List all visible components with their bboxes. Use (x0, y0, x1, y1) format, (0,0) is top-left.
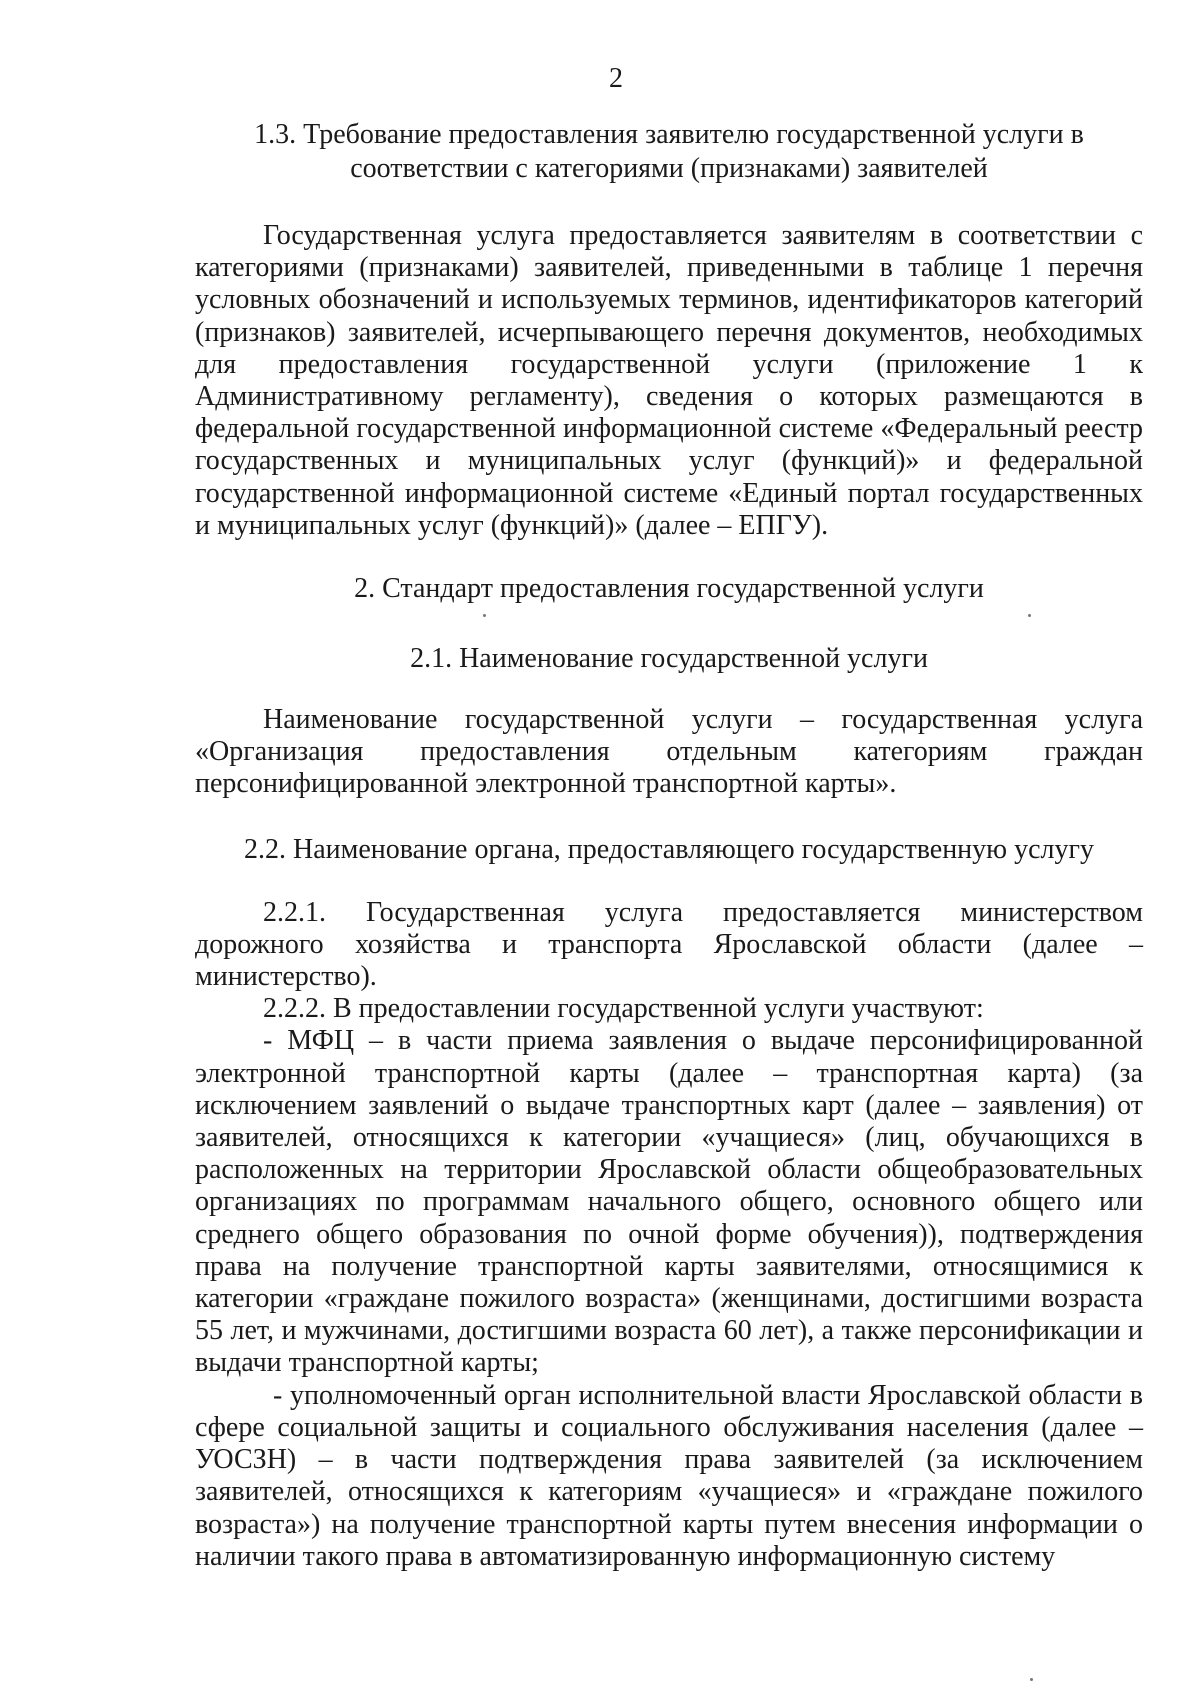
section-2-2-heading: 2.2. Наименование органа, предоставляющего государственную услугу (244, 833, 1094, 865)
paragraph-2-2-1: 2.2.1. Государственная услуга предоставляется министерством дорожного хозяйства и транспорта Ярославской области (далее – министерство). (195, 896, 1143, 993)
scan-speck (483, 614, 486, 617)
section-2-1-heading: 2.1. Наименование государственной услуги (410, 643, 928, 675)
paragraph-2-2-2: 2.2.2. В предоставлении государственной услуги участвуют: (263, 993, 984, 1025)
section-1-3-paragraph: Государственная услуга предоставляется заявителям в соответствии с категориями (признаками) заявителей, приведенными в таблице 1 перечня условных обозначений и используемых терминов, идентификаторов категорий (признаков) заявителей, исчерпывающего перечня документов, необходимых для предоставления государственной услуги (приложение 1 к Административному регламенту), сведения о которых размещаются в федеральной государственной информационной системе «Федеральный реестр государственных и муниципальных услуг (функций)» и федеральной государственной информационной системе «Единый портал государственных и муниципальных услуг (функций)» (далее – ЕПГУ). (195, 220, 1143, 541)
list-item-mfc: - МФЦ – в части приема заявления о выдаче персонифицированной электронной транспортной карты (далее – транспортная карта) (за исключением заявлений о выдаче транспортных карт (далее – заявления) от заявителей, относящихся к категории «учащиеся» (лиц, обучающихся в расположенных на территории Ярославской области общеобразовательных организациях по программам начального общего, основного общего или среднего общего образования по очной форме обучения)), подтверждения права на получение транспортной карты заявителями, относящимися к категории «граждане пожилого возраста» (женщинами, достигшими возраста 55 лет, и мужчинами, достигшими возраста 60 лет), а также персонификации и выдачи транспортной карты; (195, 1025, 1143, 1379)
section-2-heading: 2. Стандарт предоставления государственной услуги (354, 573, 984, 605)
page-number: 2 (609, 63, 623, 94)
scan-speck (1030, 1678, 1033, 1681)
section-2-1-paragraph: Наименование государственной услуги – государственная услуга «Организация предоставления отдельным категориям граждан персонифицированной электронной транспортной карты». (195, 704, 1143, 800)
section-1-3-heading: 1.3. Требование предоставления заявителю государственной услуги в соответствии с категориями (признаками) заявителей (254, 119, 1084, 184)
list-item-uoszn: - уполномоченный орган исполнительной власти Ярославской области в сфере социальной защиты и социального обслуживания населения (далее – УОСЗН) – в части подтверждения права заявителей (за исключением заявителей, относящихся к категориям «учащиеся» и «граждане пожилого возраста») на получение транспортной карты путем внесения информации о наличии такого права в автоматизированную информационную систему (195, 1379, 1143, 1572)
document-body (195, 118, 1143, 1573)
scan-speck (1028, 614, 1031, 617)
